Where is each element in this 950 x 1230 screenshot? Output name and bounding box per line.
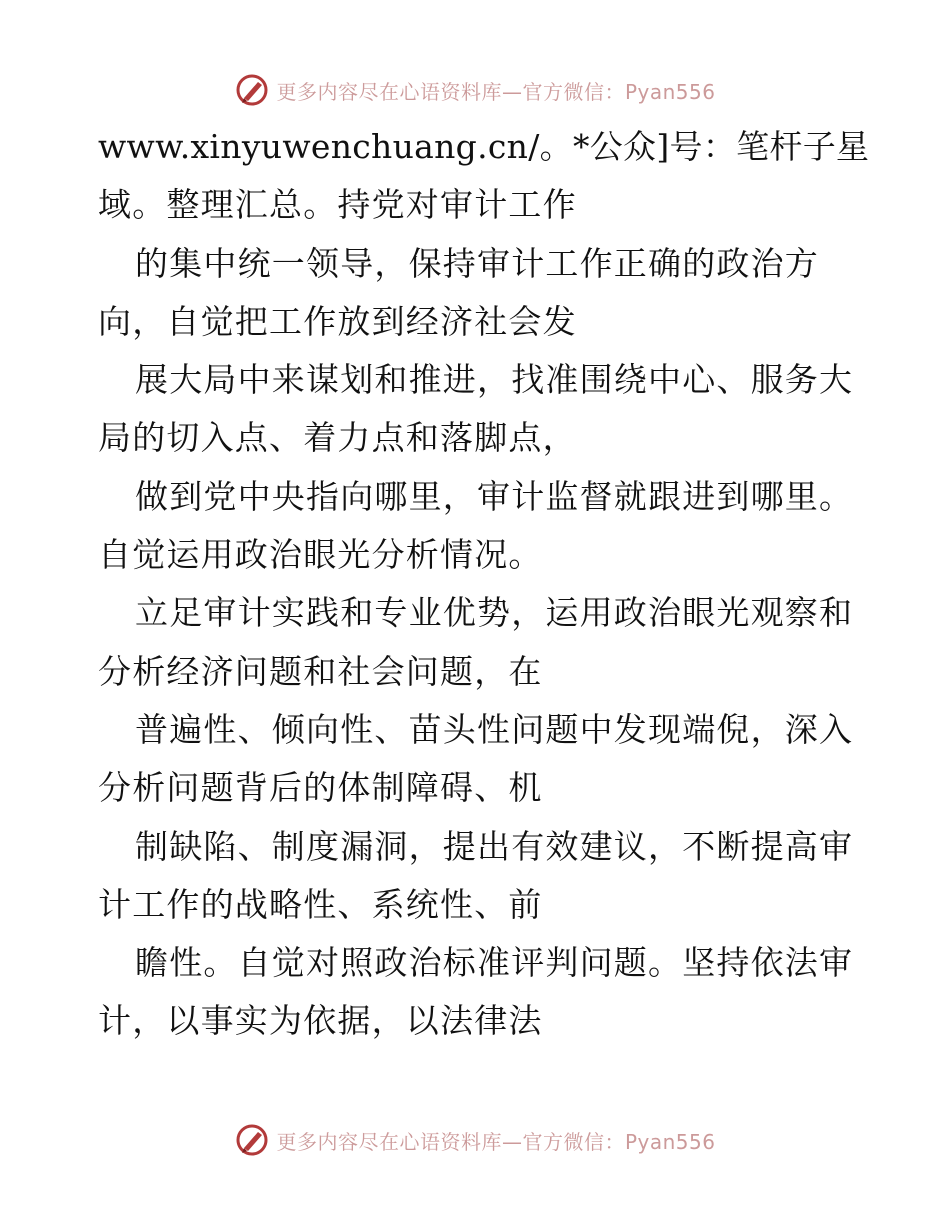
text-line: 普遍性、倾向性、苗头性问题中发现端倪，深入 bbox=[135, 709, 854, 749]
text-line: 立足审计实践和专业优势，运用政治眼光观察和 bbox=[135, 593, 854, 633]
header-watermark bbox=[0, 68, 950, 112]
pen-logo-icon bbox=[234, 1122, 270, 1158]
text-line: 分析经济问题和社会问题，在 bbox=[98, 651, 543, 691]
text-line: 分析问题背后的体制障碍、机 bbox=[98, 768, 543, 808]
document-body bbox=[98, 124, 870, 1057]
text-line: 瞻性。自觉对照政治标准评判问题。坚持依法审 bbox=[135, 943, 854, 983]
text-line: 计工作的战略性、系统性、前 bbox=[98, 884, 543, 924]
watermark-text: 更多内容尽在心语资料库—官方微信：Pyan556 bbox=[276, 1129, 716, 1154]
text-line: 展大局中来谋划和推进，找准围绕中心、服务大 bbox=[135, 360, 854, 400]
text-line: www.xinyuwenchuang.cn/。*公众]号：笔杆子星 bbox=[98, 127, 870, 166]
text-line: 局的切入点、着力点和落脚点， bbox=[98, 418, 577, 458]
text-line: 做到党中央指向哪里，审计监督就跟进到哪里。 bbox=[135, 476, 854, 516]
text-line: 域。整理汇总。持党对审计工作 bbox=[98, 185, 577, 225]
pen-logo-icon bbox=[234, 72, 270, 108]
watermark-text: 更多内容尽在心语资料库—官方微信：Pyan556 bbox=[276, 79, 716, 104]
text-line: 计，以事实为依据，以法律法 bbox=[98, 1001, 543, 1041]
text-line: 自觉运用政治眼光分析情况。 bbox=[98, 535, 543, 575]
text-line: 的集中统一领导，保持审计工作正确的政治方 bbox=[135, 243, 819, 283]
text-line: 制缺陷、制度漏洞，提出有效建议，不断提高审 bbox=[135, 826, 854, 866]
footer-watermark bbox=[0, 1118, 950, 1162]
text-line: 向，自觉把工作放到经济社会发 bbox=[98, 301, 577, 341]
